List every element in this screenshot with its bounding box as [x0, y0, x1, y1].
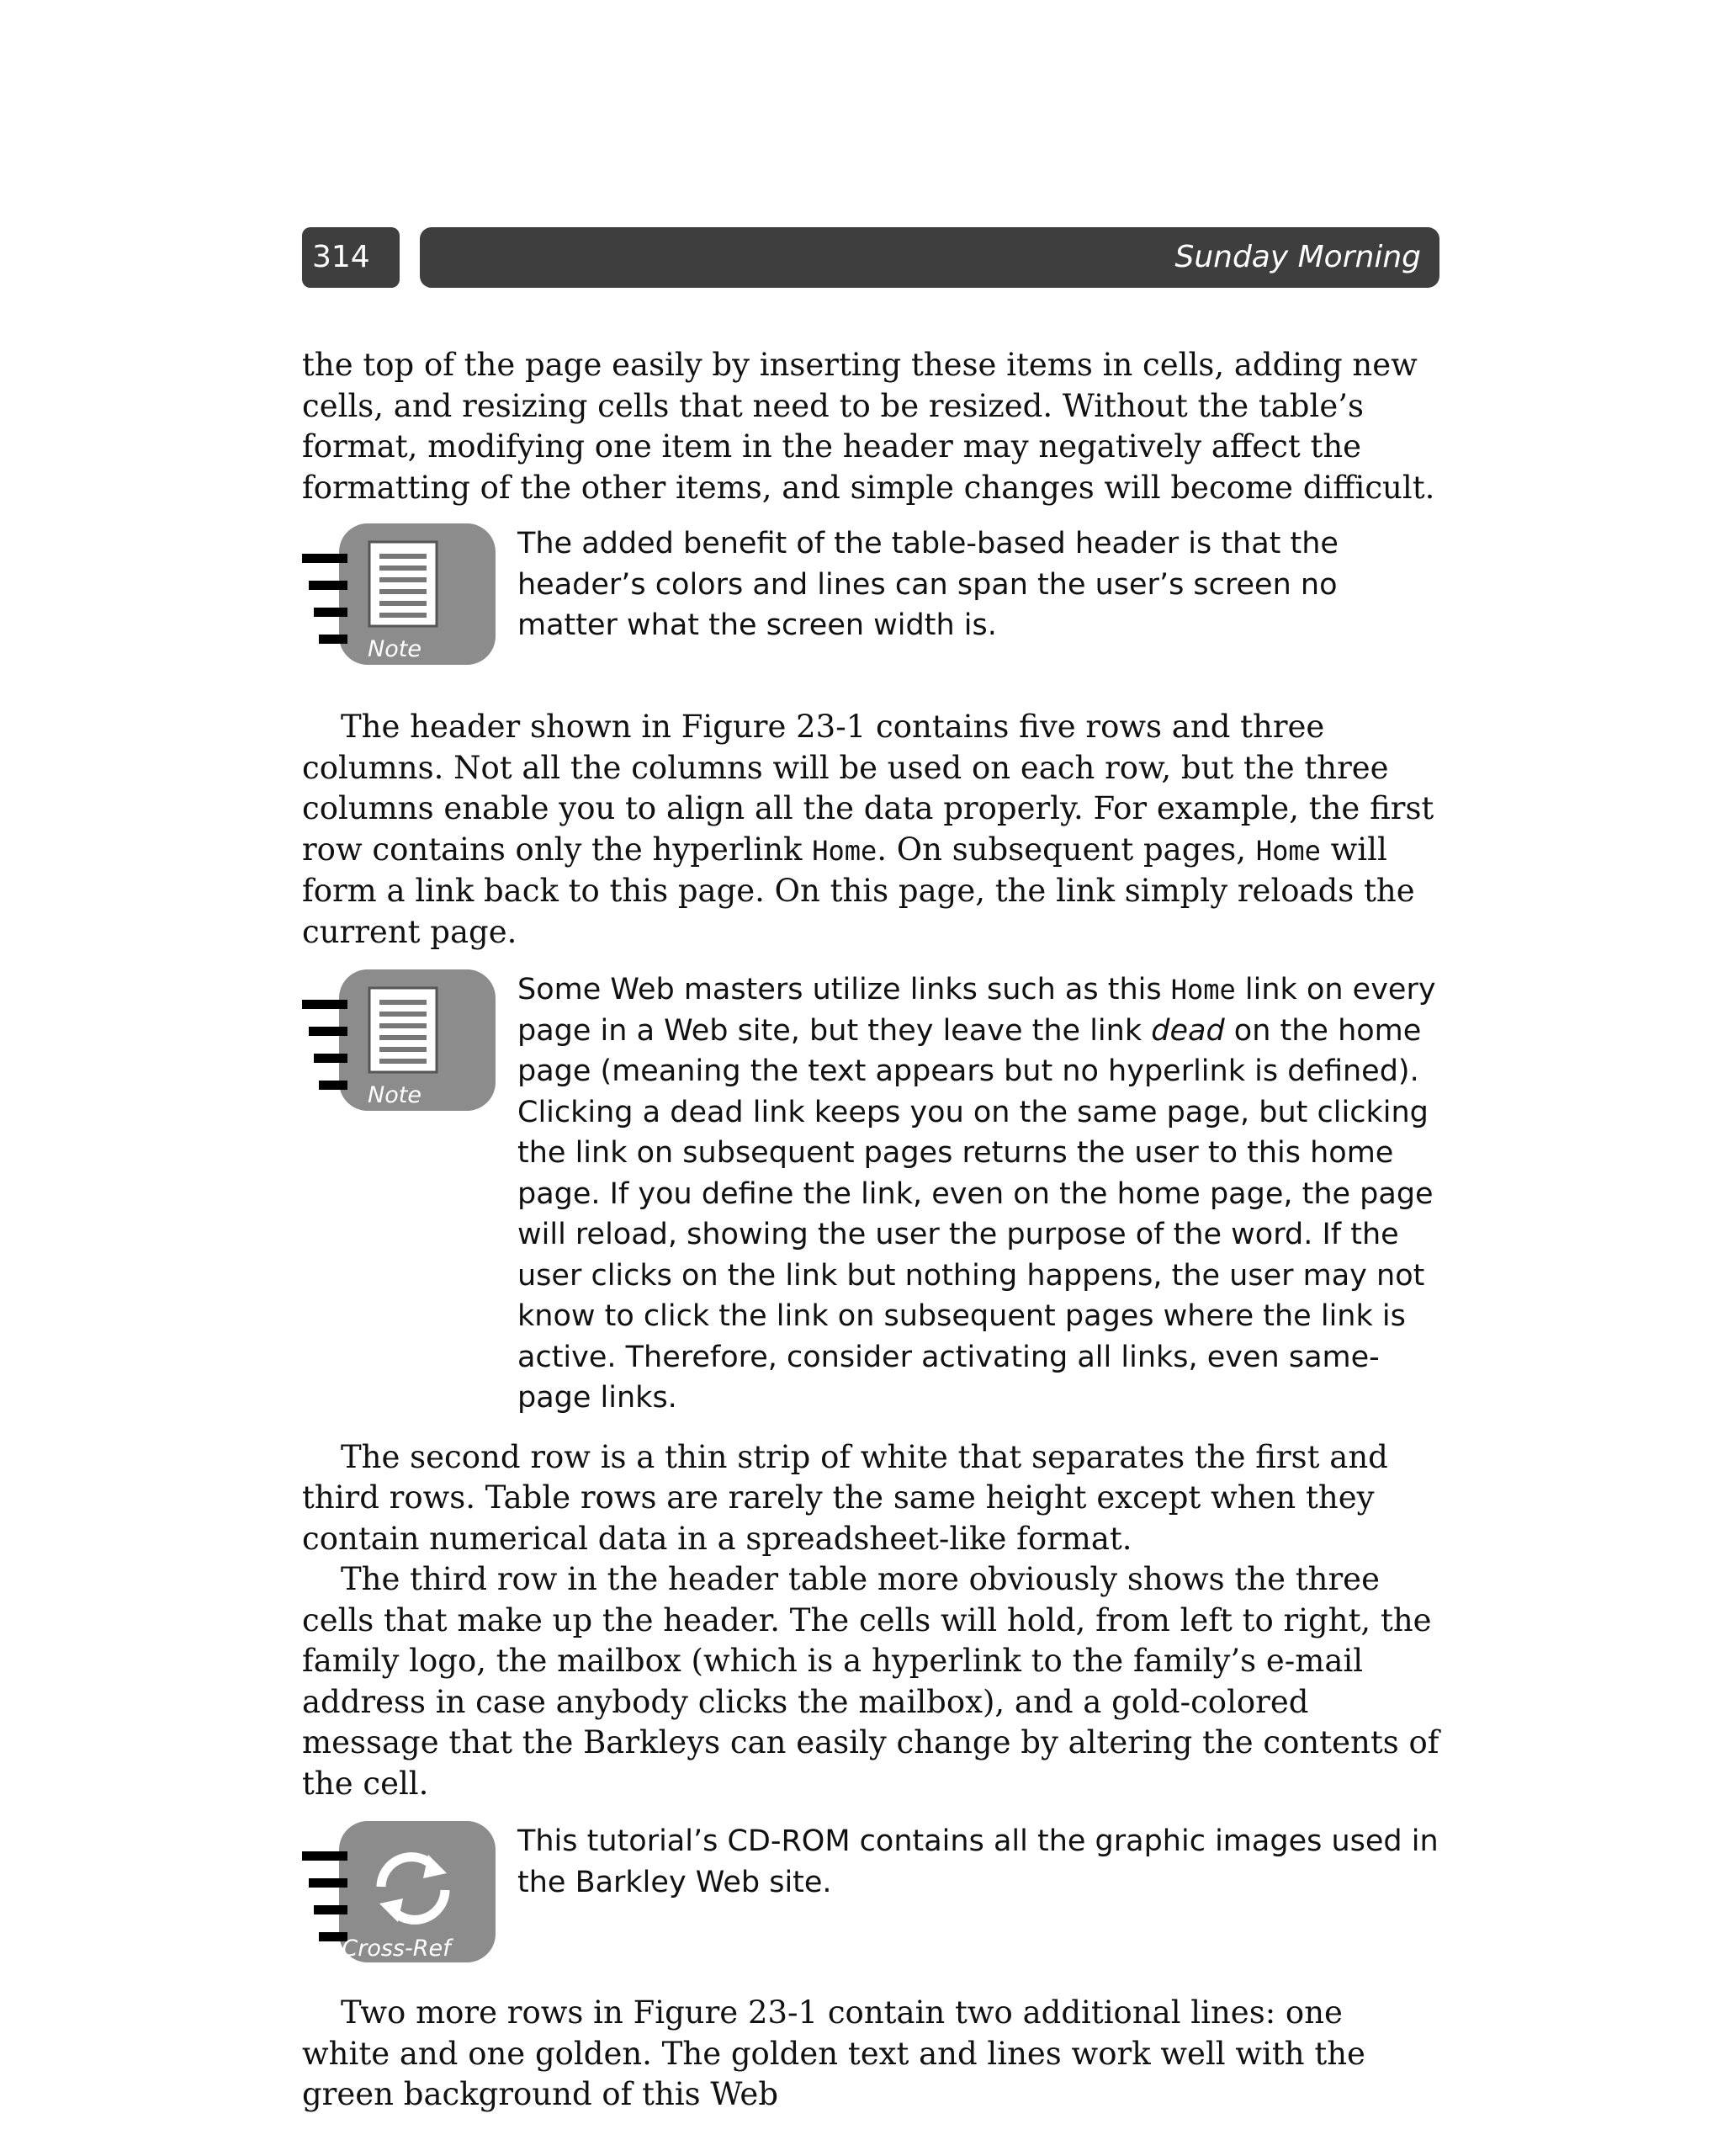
paragraph: The second row is a thin strip of white that separates the first and third rows. Table rows are rarely the same height except when they contain numerical data in a spreadsheet-like format.: [302, 1438, 1388, 1557]
note-icon-label: Note: [368, 636, 421, 662]
section-title: Sunday Morning: [420, 227, 1439, 288]
note-box: [302, 523, 1439, 670]
book-page: [302, 227, 1439, 2116]
note-box: [302, 969, 1439, 1419]
note-icon: [302, 969, 496, 1114]
page-number: 314: [302, 227, 400, 288]
note-text: The added benefit of the table-based header is that the header’s colors and lines can span the user’s screen no matter what the screen width is.: [517, 527, 1339, 642]
note-icon-label: Note: [368, 1082, 421, 1108]
paragraph: Two more rows in Figure 23-1 contain two additional lines: one white and one golden. The golden text and lines work well with the green background of this Web: [302, 1994, 1365, 2112]
cross-ref-icon: [302, 1821, 496, 1966]
running-header: [302, 227, 1439, 288]
note-text: Some Web masters utilize links such as this Home link on every page in a Web site, but they leave the link dead on the home page (meaning the text appears but no hyperlink is defined). Clicking a dead link keeps you on the same page, but clicking the link on subsequent pages returns the user to this home page. If you define the link, even on the home page, the page will reload, showing the user the purpose of the word. If the user clicks on the link but nothing happens, the user may not know to click the link on subsequent pages where the link is active. Therefore, consider activating all links, even same-page links.: [517, 973, 1436, 1415]
cross-ref-icon-label: Cross-Ref: [342, 1936, 451, 1962]
crossref-text: This tutorial’s CD-ROM contains all the graphic images used in the Barkley Web site.: [517, 1824, 1439, 1899]
paragraph: The header shown in Figure 23-1 contains five rows and three columns. Not all the columns will be used on each row, but the three columns enable you to align all the data properly. For example, the first row contains only the hyperlink Home. On subsequent pages, Home will form a link back to this page. On this page, the link simply reloads the current page.: [302, 709, 1434, 950]
code-home: Home: [812, 834, 877, 867]
code-home: Home: [1170, 974, 1236, 1006]
emphasis-dead: dead: [1151, 1013, 1225, 1048]
paragraph: The third row in the header table more obviously shows the three cells that make up the header. The cells will hold, from left to right, the family logo, the mailbox (which is a hyperlink to the family’s e-mail address in case anybody clicks the mailbox), and a gold-colored message that the Barkleys can easily change by altering the contents of the cell.: [302, 1561, 1439, 1802]
note-icon: [302, 523, 496, 668]
paragraph: the top of the page easily by inserting these items in cells, adding new cells, and resizing cells that need to be resized. Without the table’s format, modifying one item in the header may negatively affect the formatting of the other items, and simple changes will become difficult.: [302, 347, 1435, 506]
code-home: Home: [1255, 834, 1321, 867]
crossref-box: [302, 1821, 1439, 1967]
